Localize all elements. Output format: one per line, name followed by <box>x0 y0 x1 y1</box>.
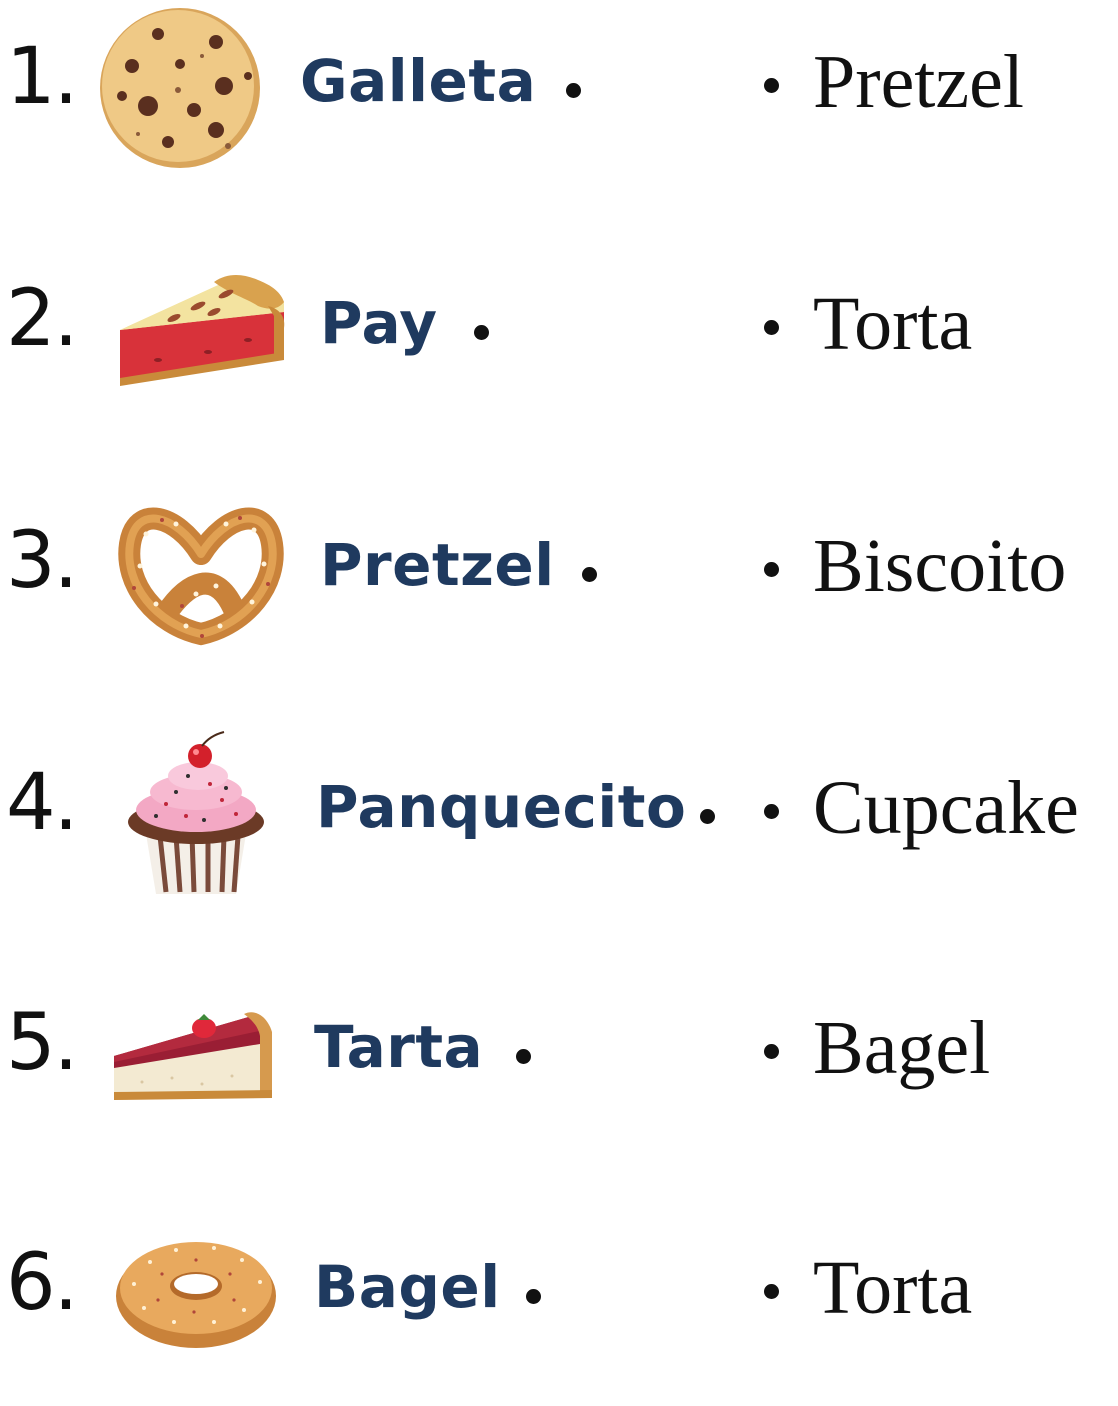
left-match-dot[interactable] <box>474 325 489 340</box>
item-number: 6. <box>6 1238 77 1328</box>
left-match-dot[interactable] <box>582 567 597 582</box>
left-match-dot[interactable] <box>700 809 715 824</box>
spanish-word: Pretzel <box>320 531 555 599</box>
item-number: 3. <box>6 516 77 606</box>
item-number: 5. <box>6 998 77 1088</box>
right-match-dot[interactable] <box>764 78 779 93</box>
tart-slice-icon <box>112 1006 276 1102</box>
match-row-3 <box>0 484 1118 684</box>
match-option[interactable] <box>764 1006 991 1090</box>
match-row-1 <box>0 0 1118 200</box>
cupcake-icon <box>126 730 266 896</box>
right-match-dot[interactable] <box>764 562 779 577</box>
spanish-word: Tarta <box>314 1013 484 1081</box>
match-option-label: Bagel <box>813 1006 991 1090</box>
pretzel-icon <box>116 494 286 650</box>
match-option[interactable] <box>764 40 1025 124</box>
right-match-dot[interactable] <box>764 1044 779 1059</box>
match-option[interactable] <box>764 524 1067 608</box>
cookie-icon <box>98 6 262 170</box>
match-option-label: Pretzel <box>813 40 1025 124</box>
spanish-word: Galleta <box>300 47 537 115</box>
left-match-dot[interactable] <box>566 83 581 98</box>
match-option-label: Torta <box>813 282 973 366</box>
item-number: 1. <box>6 32 77 122</box>
match-option-label: Biscoito <box>813 524 1067 608</box>
spanish-word: Bagel <box>314 1253 501 1321</box>
item-number: 4. <box>6 758 77 848</box>
right-match-dot[interactable] <box>764 320 779 335</box>
match-row-6 <box>0 1206 1118 1406</box>
spanish-word: Panquecito <box>316 773 687 841</box>
match-option-label: Cupcake <box>813 766 1079 850</box>
match-row-2 <box>0 242 1118 442</box>
match-row-4 <box>0 726 1118 926</box>
left-match-dot[interactable] <box>516 1049 531 1064</box>
match-option[interactable] <box>764 766 1079 850</box>
right-match-dot[interactable] <box>764 1284 779 1299</box>
match-option[interactable] <box>764 282 973 366</box>
spanish-word: Pay <box>320 289 438 357</box>
pie-slice-icon <box>118 272 288 388</box>
bagel-icon <box>114 1234 278 1350</box>
left-match-dot[interactable] <box>526 1289 541 1304</box>
match-row-5 <box>0 966 1118 1166</box>
item-number: 2. <box>6 274 77 364</box>
right-match-dot[interactable] <box>764 804 779 819</box>
match-option-label: Torta <box>813 1246 973 1330</box>
match-option[interactable] <box>764 1246 973 1330</box>
